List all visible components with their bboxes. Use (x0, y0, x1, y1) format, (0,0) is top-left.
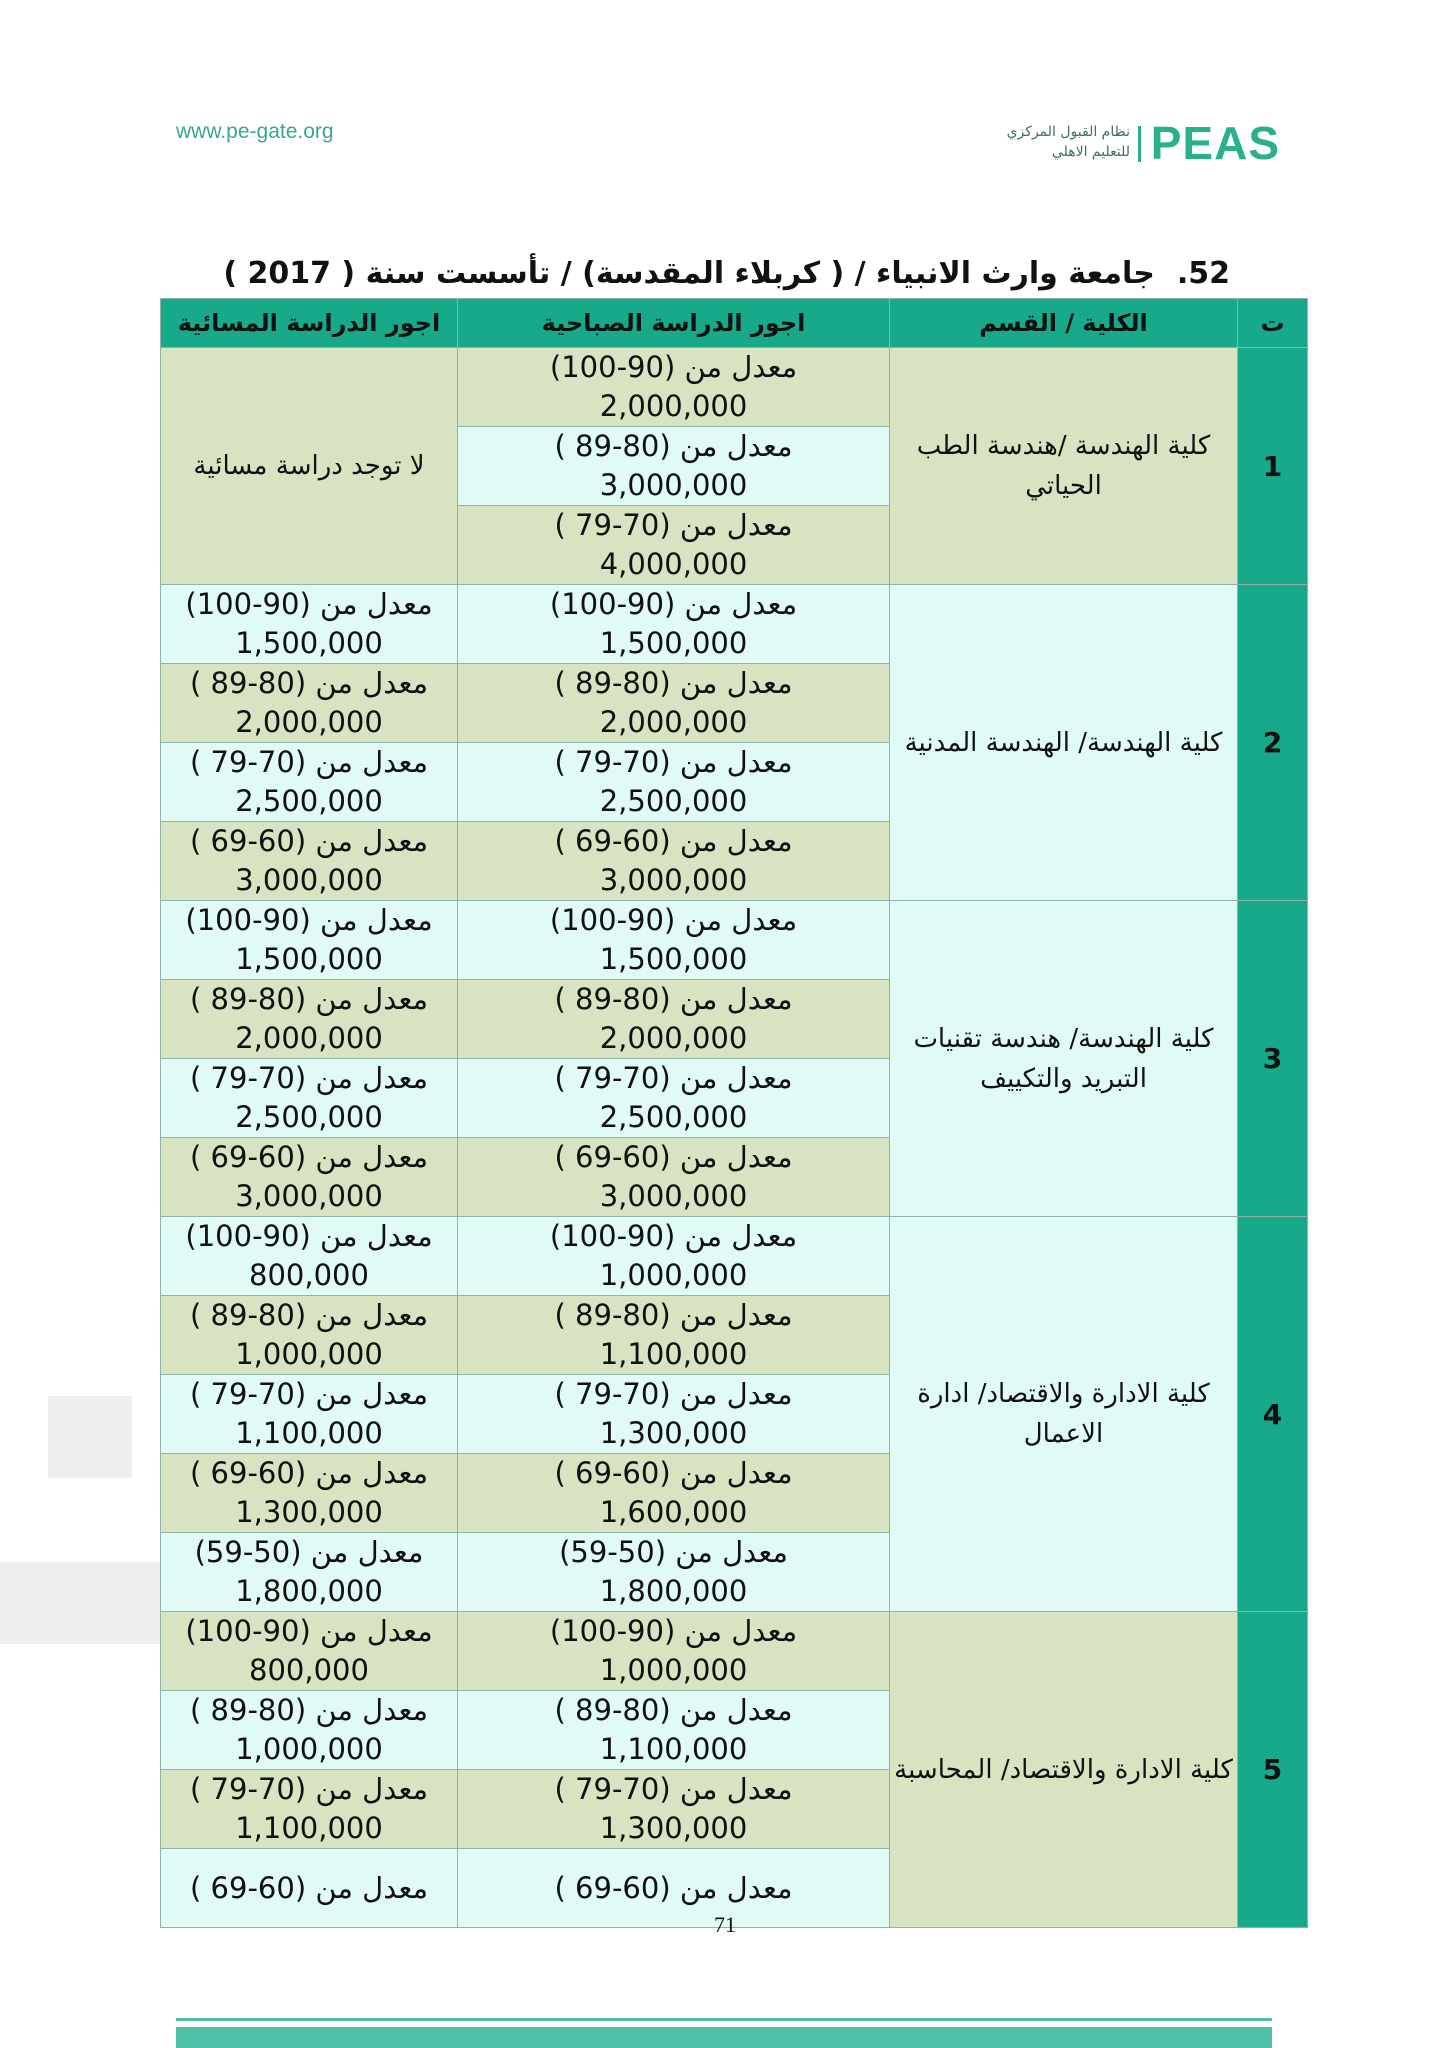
table-row (161, 585, 1308, 664)
logo-subtitle-line1: نظام القبول المركزي (1006, 124, 1130, 140)
no-evening-study: لا توجد دراسة مسائية (161, 348, 458, 585)
fee-amount: 1,000,000 (599, 1653, 748, 1687)
fee-range: معدل من (90-100) (185, 587, 433, 621)
fee-amount: 2,000,000 (235, 705, 383, 739)
fee-amount: 1,300,000 (599, 1811, 748, 1845)
fee-cell (458, 506, 890, 585)
peas-logo (990, 114, 1280, 172)
fee-amount: 2,000,000 (599, 1021, 748, 1055)
fee-cell (161, 1612, 458, 1691)
fee-amount: 1,000,000 (235, 1337, 383, 1371)
fee-range: معدل من (80-89 ) (189, 666, 428, 700)
scan-shadow (0, 1562, 160, 1644)
footer-rule (176, 2018, 1272, 2021)
fee-amount: 1,500,000 (599, 626, 748, 660)
fee-range: معدل من (60-69 ) (554, 1456, 793, 1490)
fee-range: معدل من (60-69 ) (554, 1870, 793, 1905)
fee-range: معدل من (60-69 ) (189, 1456, 428, 1490)
fee-cell (458, 822, 890, 901)
fee-cell (161, 980, 458, 1059)
fee-amount: 1,100,000 (599, 1732, 748, 1766)
fee-range: معدل من (60-69 ) (554, 1140, 793, 1174)
section-title: جامعة وارث الانبياء / ( كربلاء المقدسة) / تأسست سنة ( 2017 ) (223, 256, 1155, 291)
fee-range: معدل من (70-79 ) (189, 1061, 428, 1095)
fee-amount: 1,600,000 (599, 1495, 748, 1529)
fee-cell (458, 1849, 890, 1928)
fee-cell (458, 348, 890, 427)
fee-range: معدل من (60-69 ) (554, 824, 793, 858)
fee-amount: 2,000,000 (599, 705, 748, 739)
fee-range: معدل من (80-89 ) (554, 982, 793, 1016)
fee-amount: 1,000,000 (235, 1732, 383, 1766)
fee-amount: 800,000 (249, 1258, 369, 1292)
fee-range: معدل من (80-89 ) (554, 1693, 793, 1727)
fee-cell (161, 1770, 458, 1849)
row-index: 2 (1238, 585, 1308, 901)
fee-amount: 1,100,000 (235, 1811, 383, 1845)
logo-divider (1138, 126, 1141, 162)
fee-cell (161, 1217, 458, 1296)
fee-amount: 1,800,000 (235, 1574, 383, 1608)
section-number: 52. (1176, 256, 1230, 291)
fee-cell (458, 1533, 890, 1612)
fee-cell (161, 901, 458, 980)
site-url[interactable]: www.pe-gate.org (176, 120, 334, 143)
fee-cell (458, 585, 890, 664)
fee-amount: 3,000,000 (599, 468, 748, 502)
fee-range: معدل من (50-59) (194, 1535, 424, 1569)
fee-cell (458, 1217, 890, 1296)
fee-range: معدل من (70-79 ) (189, 1377, 428, 1411)
fee-cell (161, 1059, 458, 1138)
fee-cell (161, 1138, 458, 1217)
row-index: 3 (1238, 901, 1308, 1217)
fee-range: معدل من (80-89 ) (189, 1298, 428, 1332)
header-evening-fees: اجور الدراسة المسائية (161, 299, 458, 348)
fee-range: معدل من (80-89 ) (554, 666, 793, 700)
fee-range: معدل من (90-100) (185, 903, 433, 937)
fee-cell (161, 822, 458, 901)
fee-range: معدل من (90-100) (549, 1614, 798, 1648)
fee-amount: 800,000 (249, 1653, 369, 1687)
fee-range: معدل من (70-79 ) (554, 508, 793, 542)
fee-cell (161, 1691, 458, 1770)
fee-amount: 1,500,000 (599, 942, 748, 976)
fee-cell (161, 1454, 458, 1533)
fee-amount: 1,500,000 (235, 942, 383, 976)
fee-range: معدل من (70-79 ) (554, 1772, 793, 1806)
fee-cell (161, 1533, 458, 1612)
fee-amount: 1,000,000 (599, 1258, 748, 1292)
fee-amount: 3,000,000 (235, 863, 383, 897)
faculty-name: كلية الادارة والاقتصاد/ ادارة الاعمال (890, 1217, 1238, 1612)
faculty-name: كلية الهندسة /هندسة الطب الحياتي (890, 348, 1238, 585)
table-row (161, 901, 1308, 980)
fee-range: معدل من (70-79 ) (189, 1772, 428, 1806)
row-index: 4 (1238, 1217, 1308, 1612)
faculty-name: كلية الهندسة/ الهندسة المدنية (890, 585, 1238, 901)
fee-cell (161, 743, 458, 822)
fee-amount: 2,000,000 (599, 389, 748, 423)
fee-range: معدل من (90-100) (549, 1219, 798, 1253)
fee-cell (458, 664, 890, 743)
fee-cell (458, 901, 890, 980)
fee-amount: 2,500,000 (599, 784, 748, 818)
fee-cell (161, 1296, 458, 1375)
fee-cell (458, 427, 890, 506)
fees-table-wrapper (160, 298, 1307, 1928)
fee-cell (161, 1849, 458, 1928)
fee-range: معدل من (60-69 ) (189, 824, 428, 858)
table-row (161, 348, 1308, 427)
fee-cell (458, 1454, 890, 1533)
footer-band (176, 2027, 1272, 2048)
fee-amount: 2,500,000 (235, 1100, 383, 1134)
logo-subtitle-line2: للتعليم الاهلي (1051, 144, 1130, 160)
row-index: 5 (1238, 1612, 1308, 1928)
fee-amount: 4,000,000 (599, 547, 748, 581)
fee-cell (458, 1375, 890, 1454)
header-faculty: الكلية / القسم (890, 299, 1238, 348)
fee-cell (161, 664, 458, 743)
page-number: 71 (714, 1912, 736, 1937)
fee-amount: 1,100,000 (235, 1416, 383, 1450)
fee-amount: 3,000,000 (599, 863, 748, 897)
fee-range: معدل من (70-79 ) (189, 745, 428, 779)
table-header-row (161, 299, 1308, 348)
fee-range: معدل من (80-89 ) (189, 982, 428, 1016)
fee-range: معدل من (90-100) (549, 350, 798, 384)
fee-amount: 2,000,000 (235, 1021, 383, 1055)
fee-cell (458, 1059, 890, 1138)
row-index: 1 (1238, 348, 1308, 585)
fee-range: معدل من (60-69 ) (189, 1870, 428, 1905)
fee-amount: 1,100,000 (599, 1337, 748, 1371)
faculty-name: كلية الهندسة/ هندسة تقنيات التبريد والتكييف (890, 901, 1238, 1217)
fee-cell (458, 1138, 890, 1217)
fee-range: معدل من (80-89 ) (189, 1693, 428, 1727)
fee-amount: 2,500,000 (599, 1100, 748, 1134)
fee-cell (458, 1296, 890, 1375)
fee-range: معدل من (70-79 ) (554, 1061, 793, 1095)
logo-wordmark: PEAS (1150, 117, 1280, 169)
fee-amount: 1,800,000 (599, 1574, 748, 1608)
table-row (161, 1217, 1308, 1296)
faculty-name: كلية الادارة والاقتصاد/ المحاسبة (890, 1612, 1238, 1928)
fee-amount: 1,300,000 (599, 1416, 748, 1450)
fee-cell (458, 1770, 890, 1849)
fee-range: معدل من (90-100) (549, 587, 798, 621)
fee-cell (161, 1375, 458, 1454)
fee-cell (458, 743, 890, 822)
fee-range: معدل من (80-89 ) (554, 1298, 793, 1332)
fee-range: معدل من (90-100) (185, 1614, 433, 1648)
fee-cell (161, 585, 458, 664)
fee-amount: 2,500,000 (235, 784, 383, 818)
section-heading (223, 252, 1230, 296)
fee-range: معدل من (90-100) (549, 903, 798, 937)
fee-cell (458, 1691, 890, 1770)
scan-shadow (48, 1396, 132, 1478)
fee-range: معدل من (90-100) (185, 1219, 433, 1253)
fee-amount: 3,000,000 (235, 1179, 383, 1213)
fee-cell (458, 1612, 890, 1691)
fees-table (160, 298, 1308, 1928)
fee-amount: 1,500,000 (235, 626, 383, 660)
header-index: ت (1238, 299, 1308, 348)
table-row (161, 1612, 1308, 1691)
fee-range: معدل من (80-89 ) (554, 429, 793, 463)
fee-range: معدل من (70-79 ) (554, 745, 793, 779)
fee-amount: 1,300,000 (235, 1495, 383, 1529)
fee-range: معدل من (60-69 ) (189, 1140, 428, 1174)
header-morning-fees: اجور الدراسة الصباحية (458, 299, 890, 348)
fee-range: معدل من (70-79 ) (554, 1377, 793, 1411)
fee-amount: 3,000,000 (599, 1179, 748, 1213)
fee-cell (458, 980, 890, 1059)
fee-range: معدل من (50-59) (559, 1535, 788, 1569)
